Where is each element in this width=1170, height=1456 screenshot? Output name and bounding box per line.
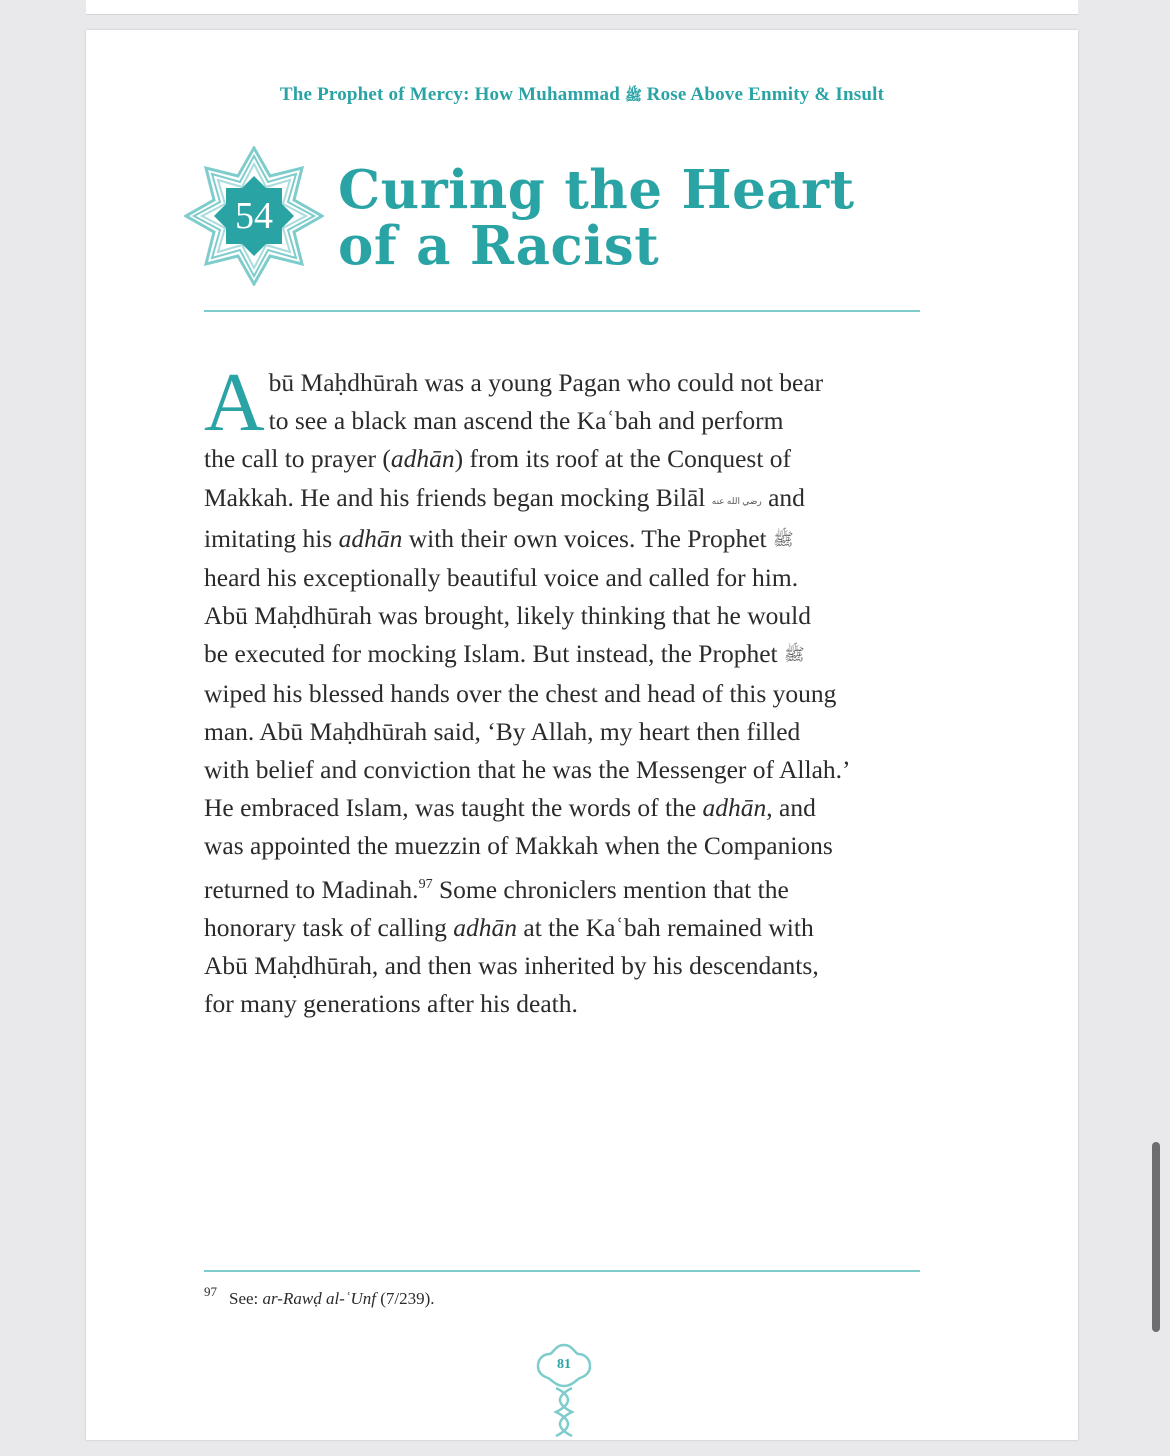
body-text-run: ) from its roof at the Conquest of [454, 444, 792, 474]
body-text-run: Some chroniclers mention that the [432, 874, 789, 904]
body-text-run: with their own voices. The Prophet [402, 523, 773, 553]
running-header-text-2: Rose Above Enmity & Insult [641, 84, 885, 105]
running-header-text-1: The Prophet of Mercy: How Muhammad [279, 84, 625, 105]
body-line: heard his exceptionally beautiful voice and called for him. [204, 563, 799, 593]
body-text-run: and [761, 482, 805, 512]
body-line [204, 789, 924, 827]
body-line: with belief and conviction that he was the Messenger of Allah.’ [204, 755, 851, 785]
salutation-glyph: ﷺ [624, 89, 642, 104]
title-divider [204, 310, 920, 312]
body-line: man. Abū Maḥdhūrah said, ‘By Allah, my heart then filled [204, 716, 801, 746]
footnote-reference[interactable]: 97 [418, 876, 433, 892]
italic-term: adhān [702, 793, 767, 823]
body-text-run: Makkah. He and his friends began mocking Bilāl [204, 482, 712, 512]
footnote-prefix: See: [229, 1289, 263, 1308]
vertical-scrollbar[interactable] [1152, 1142, 1160, 1332]
body-text-run: He embraced Islam, was taught the words of the [204, 793, 703, 823]
body-text-run: honorary task of calling [204, 912, 454, 942]
body-paragraph [204, 356, 924, 1023]
body-line [204, 520, 924, 559]
chapter-title [338, 159, 938, 277]
running-header [86, 84, 1078, 107]
body-line: was appointed the muezzin of Makkah when the Companions [204, 831, 833, 861]
italic-term: adhān [338, 523, 403, 553]
chapter-number: 54 [235, 195, 273, 237]
body-line: Abū Maḥdhūrah, and then was inherited by his descendants, [204, 951, 819, 981]
footnote [204, 1284, 435, 1309]
body-line [204, 440, 924, 478]
body-line [204, 635, 924, 674]
salutation-glyph: ﷺ [772, 529, 794, 549]
body-line: to see a black man ascend the Kaʿbah and perform [268, 406, 784, 436]
body-line: wiped his blessed hands over the chest and head of this young [204, 678, 837, 708]
body-line [204, 866, 924, 909]
body-line: for many generations after his death. [204, 989, 578, 1019]
previous-page-edge [86, 0, 1078, 15]
footnote-divider [204, 1270, 920, 1272]
drop-cap: A [204, 356, 265, 449]
body-text-run: at the Kaʿbah remained with [517, 912, 814, 942]
body-text-run: , and [766, 793, 816, 823]
salutation-glyph: رضي الله عنه [711, 495, 762, 506]
italic-term: adhān [453, 912, 518, 942]
body-line: Abū Maḥdhūrah was brought, likely thinking that he would [204, 601, 811, 631]
italic-term: adhān [390, 444, 455, 474]
body-text-run: the call to prayer ( [204, 444, 391, 474]
chapter-title-line-1: Curing the Heart [338, 159, 855, 221]
body-line [204, 909, 924, 947]
body-line [204, 479, 924, 520]
body-text-run: returned to Madinah. [204, 874, 419, 904]
page-number: 81 [557, 1357, 571, 1372]
book-page [86, 30, 1078, 1440]
body-text-run: be executed for mocking Islam. But instead, the Prophet [204, 639, 784, 669]
body-text-run: imitating his [204, 523, 339, 553]
footnote-number: 97 [204, 1284, 217, 1299]
salutation-glyph: ﷺ [783, 645, 805, 665]
footnote-ref: (7/239). [376, 1289, 435, 1308]
body-line: bū Maḥdhūrah was a young Pagan who could not bear [268, 368, 824, 397]
footnote-source: ar-Rawḍ al-ʿUnf [262, 1289, 376, 1308]
chapter-title-line-2: of a Racist [338, 215, 660, 277]
